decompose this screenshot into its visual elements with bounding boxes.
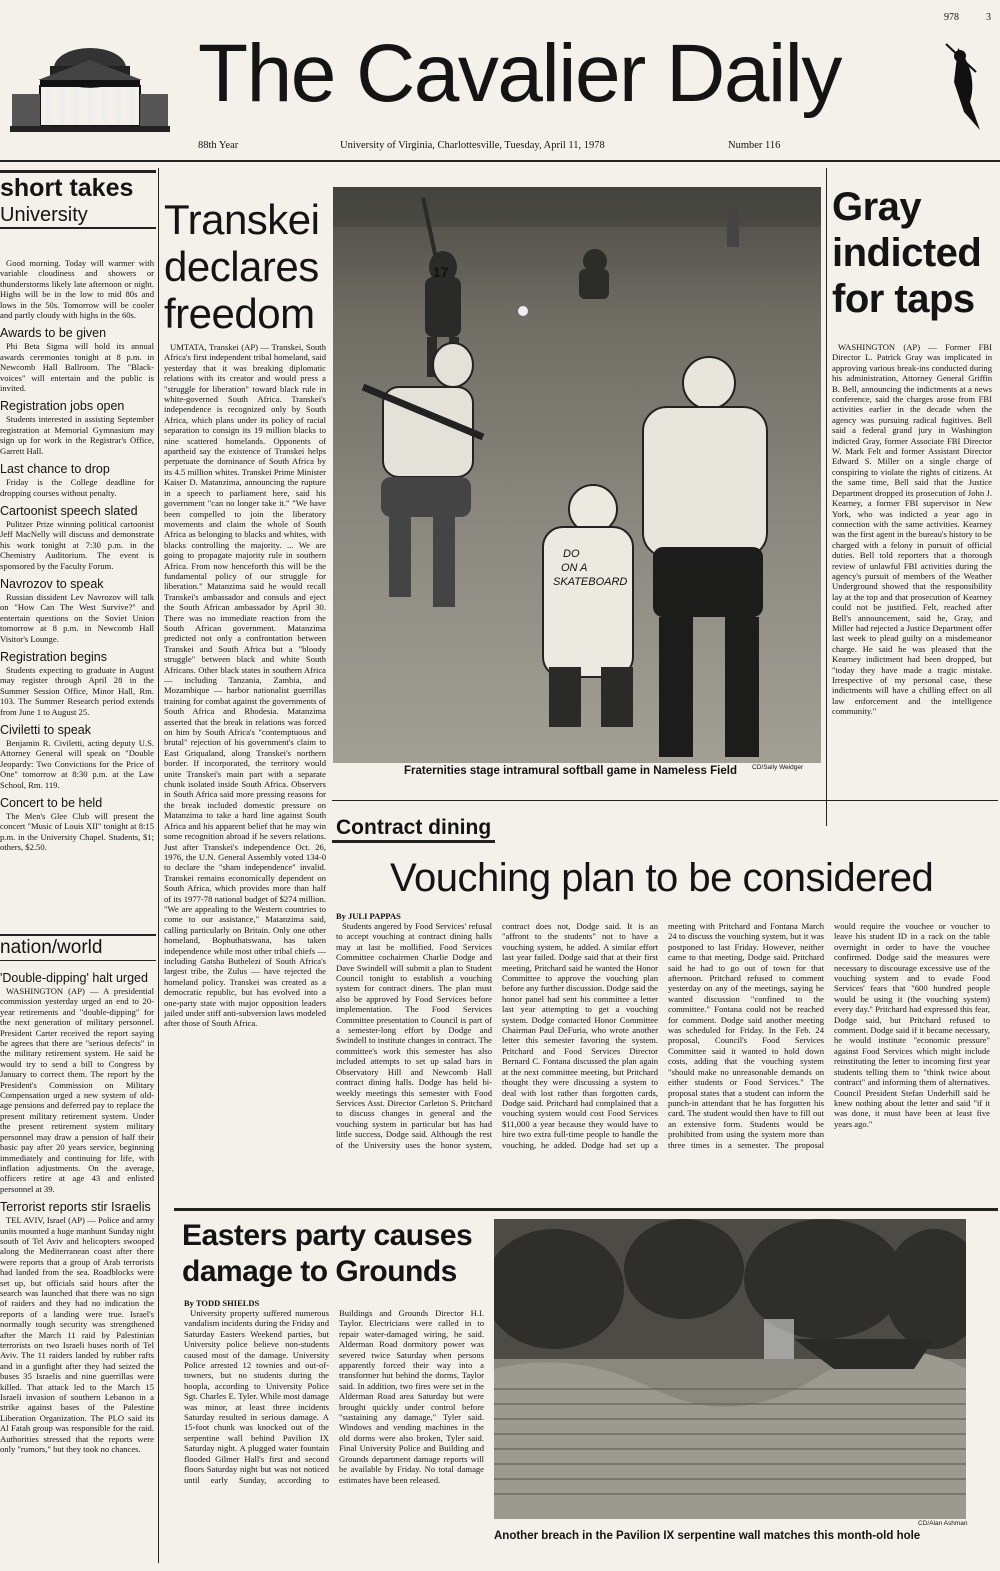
serpentine-wall-photo: [494, 1219, 966, 1519]
corner-page-digit: 3: [986, 12, 991, 23]
transkei-headline: Transkei declares freedom: [164, 196, 320, 337]
section-nation-world: nation/world: [0, 934, 156, 961]
nation-item-text: TEL AVIV, Israel (AP) — Police and army units mounted a huge manhunt Sunday night south of Tel Aviv and helicopters swooped along the Mediterranean coast after there were reports that a group of Arab terrorists had landed from the sea. Roadblocks were set up, but officials said hours after the search was launched that there was no sign of raiders and they had no indication the reports of a landing were true. Israel's normally tough security was strengthened after the March 11 raid by Palestinian terrorists on two Israeli buses north of Tel Aviv. The 11 raiders landed by rubber rafts and in a gunfight after they had seized the buses 35 Israelis and nine guerrillas were killed. That attack led to the March 15 Israeli invasion of southern Lebanon in a strike against bases of the Palestine Liberation Organization. The PLO said its Al Fatah group was responsible for the raid. Authorities stressed that the reports were only "rumors," but they took no chances.: [0, 1215, 154, 1455]
softball-photo-caption: Fraternities stage intramural softball game in Nameless Field: [404, 765, 737, 777]
short-take-text: The Men's Glee Club will present the concert "Music of Louis XII" tonight at 8:15 p.m. in the University Chapel. Students, $1; others, $2.50.: [0, 811, 154, 853]
softball-photo: [333, 187, 821, 763]
gray-story-body: [832, 342, 992, 814]
short-take-text: Benjamin R. Civiletti, acting deputy U.S. Attorney General will speak on "Double Jeopardy: Two Convictions for the Price of One" tomorrow at 8:30 p.m. at the Law School, Rm. 119.: [0, 738, 154, 790]
short-take-heading: Cartoonist speech slated: [0, 503, 138, 518]
contract-dining-text: Students angered by Food Services' refusal to accept vouching at contract dining halls may at last be mollified. Food Services Committee cochairmen Charlie Dodge and Dave Swindell will submit a plan to Student Council tonight to establish a vouching system for contract diners. The plan must also be approved by Food Services before implementation. The Food Services Committee presentation to Council is part of a semester-long effort by Dodge and Swindell to institute changes in contract. The committee's work this semester has also included attempts to set up salad bars in Observatory Hill and Newcomb Hall contract dining halls. Dodge has held bi-weekly meetings this semester with Food Services Asst. Director Carleton S. Pritchard to discuss changes in general and the vouching system in particular but has had little success, Dodge said. Although the rest of the University uses the honor system, contract does not, Dodge said. It is an "affront to the students" not to have a vouching system, he added. A similar effort last year failed. Dodge said that at their first meeting, Pritchard said he wanted the Honor Committee to approve the vouching plan before any further discussion. Dodge said the honor panel had sent his committee a letter last year attempting to get a vouching system. Dodge contacted Honor Committee Chairman Paul DeFuria, who wrote another letter this semester favoring the system. Pritchard and Food Services Director Bernard C. Fontana discussed the plan again at the next committee meeting, but Pritchard thought they were discussing a system to deal with lost rather than forgotten cards, Dodge said. Pritchard had complained that a vouching system would cost Food Services $11,000 a year because they would have to hire two extra full-time people to handle the vouching, he added. Dodge had set up a meeting with Pritchard and Fontana March 24 to discuss the vouching system, but it was postponed to last Friday. However, neither came to that meeting, Dodge said. Pritchard said he had to go out of town for that afternoon. Pritchard refused to comment yesterday on any of the meetings, saying he wanted discussion "confined to the committee." Fontana could not be reached for comment. Dodge said another meeting was scheduled for Friday. In the Feb. 24 proposal, Council's Food Services Committee said it wanted to hold down costs, adding that the vouching system "should make no unreasonable demands on either students or Food Services." The proposal states that a student can inform the punch-in attendant that he has forgotten his card. The student would then have to fill out an extensive form. Students would be prohibited from using the system more than three times in a semester. The proposal would require the vouchee or voucher to leave his student ID in a rack on the table overnight in order to have the vouchee confirmed. Dodge said the measures were necessary to discourage excessive use of the vouching system and to evade Food Services' fears that "600 hundred people would be using it (the vouching system) every day." Pritchard had expressed this fear, Dodge said, but Pritchard refused to comment. Dodge said if it became necessary, he would institute "economic pressure" against Food Services which might include reinstituting the letter to incoming first year students telling them to "think twice about contract" and informing them of alternatives. Council President Stefan Underhill said he knew nothing about the letter and said "if it was done, it must have been at least five years ago.": [336, 921, 990, 1150]
rotunda-logo: [10, 44, 170, 134]
masthead-year: 88th Year: [198, 140, 239, 151]
gray-story-text: WASHINGTON (AP) — Former FBI Director L. Patrick Gray was implicated in approving various break-ins conducted during his administration, Attorney General Griffin B. Bell, announcing the indictments at a news conference, said the charges arose from FBI activities earlier in the decade when the agency was pursuing radical fugitives. Bell said a federal grand jury in Washington indicted Gray, former Associate FBI Director W. Mark Felt and former Assistant Director Edward S. Miller on a single charge of conspiring to violate the rights of citizens. At the same time, Bell said that the Justice Department dropped its prosecution of John J. Kearney, a former FBI supervisor in New York, who was indicted a year ago in connection with the same activities. Kearney was the first agent in the bureau's history to be charged with a felony in pursuit of official duties. Bell told reporters that a thorough review of unlawful FBI activities during the agency's pursuit of members of the Weather Underground showed that the responsibility lay at the top and that prosecution of Kearney could not be justified. Felt, reached after Bell's announcement, said he, Gray, and Miller had rejected a Justice Department offer last week to plead guilty on a misdemeanor charge. He said he was pleased that the Kearney indictment had been dropped, but "today they have made a tragic mistake. Irrespective of my personal case, these indictments will have a chilling effect on all law enforcement and the intelligence community.": [832, 342, 992, 717]
short-take-heading: Registration jobs open: [0, 399, 125, 414]
wall-photo-credit: CD/Alan Ashman: [918, 1520, 968, 1527]
easters-byline: By TODD SHIELDS: [184, 1298, 260, 1308]
softball-photo-scene: [333, 187, 821, 763]
short-take-text: Good morning. Today will warmer with variable cloudiness and showers or thunderstorms likely late afternoon or night. Highs will be in the low to mid 80s and lows in the 50s. Tomorrow will be cooler and partly cloudy with highs in the 60s.: [0, 258, 154, 321]
short-take-text: Russian dissident Lev Navrozov will talk on "How Can The West Survive?" and entertain questions on the Soviet Union tomorrow at 8 p.m. in Newcomb Hall Visitor's Lounge.: [0, 591, 154, 644]
short-takes-university-items: [0, 258, 154, 948]
contract-dining-kicker: Contract dining: [332, 816, 495, 843]
short-take-heading: Civiletti to speak: [0, 723, 92, 737]
jersey-number: 17: [433, 264, 449, 280]
short-takes-divider: [158, 168, 159, 1563]
short-take-heading: Registration begins: [0, 649, 108, 664]
masthead-rule: [0, 160, 1000, 162]
short-take-text: Friday is the College deadline for dropping courses without penalty.: [0, 477, 154, 498]
contract-dining-top-rule: [332, 800, 998, 801]
shirt-text-line-1: DO: [563, 548, 580, 560]
easters-top-rule: [174, 1208, 998, 1211]
short-take-text: Pulitzer Prize winning political cartoonist Jeff MacNelly will discuss and demonstrate his work tonight at 7:30 p.m. in the Chemistry Auditorium. The event is sponsored by the Faculty Forum.: [0, 518, 154, 571]
easters-headline: Easters party causes damage to Grounds: [182, 1219, 473, 1288]
nation-item-heading: Terrorist reports stir Israelis: [0, 1200, 151, 1215]
contract-dining-byline: By JULI PAPPAS: [336, 911, 401, 921]
short-takes-column: [0, 170, 160, 229]
contract-dining-body: [336, 921, 990, 1207]
short-takes-nation-items: [0, 965, 154, 1555]
short-takes-title: short takes: [0, 174, 134, 202]
softball-photo-credit: CD/Sally Weidger: [752, 764, 804, 771]
shirt-text-line-3: SKATEBOARD: [553, 576, 628, 588]
gray-headline: Gray indicted for taps: [832, 185, 982, 321]
contract-dining-headline: Vouching plan to be considered: [390, 856, 934, 900]
wall-photo-caption: Another breach in the Pavilion IX serpentine wall matches this month-old hole: [494, 1530, 921, 1542]
easters-text: University property suffered numerous vandalism incidents during the Friday and Saturday Easters Weekend parties, but University police believe non-students caused most of the damage. University Police arrested 12 townies and out-of-towners, but no students during the hoopla, according to University Police Sgt. Charles E. Tyler. While most damage was minor, at least three incidents Saturday resulted in serious damage. A 15-foot chunk was knocked out of the serpentine wall behind Pavilion IX Saturday night. A plugged water fountain flooded Gilmer Hall's first and second floors Saturday night but was not noticed until early Sunday, according to Buildings and Grounds Director H.I. Taylor. Electricians were called in to repair water-damaged wiring, he said. Alderman Road dormitory power was severed twice Saturday when persons apparently forced their way into a transformer hut behind the dorms, Taylor said. In addition, two fires were set in the Alderman Road area Saturday but were brought quickly under control before "sustaining any damage," Tyler said. Windows and vending machines in the old dorms were also broken, Tyler said. Final University Police and Building and Grounds department damage reports will be available by Friday. No total damage estimates have been released.: [184, 1308, 484, 1485]
short-take-heading: Awards to be given: [0, 326, 107, 341]
nation-item-heading: 'Double-dipping' halt urged: [0, 971, 148, 985]
masthead-issue-number: Number 116: [728, 140, 781, 151]
section-university: University: [0, 203, 156, 229]
short-take-text: Students expecting to graduate in August may register through April 28 in the Summer Session Office, Minor Hall, Rm. 103. The Summer Research period extends from June 1 to August 25.: [0, 664, 154, 717]
nation-item-text: WASHINGTON (AP) — A presidential commission yesterday urged an end to 20-year retirements and "double-dipping" for the next generation of military personnel. President Carter received the report saying he agrees that there are "serious defects" in the military retirement system. He said he would try to send a bill to Congress by January to correct them. The report by the President's Commission on Military Compensation urged a new system of old-age pensions and deferred pay to replace the present military retirement system. Under the present retirement system military personnel may draw a pension of half their basic pay after 20 years service, beginning immediately and continuing for life, with inflation adjustments. On the average, officers retire at age 43 and enlisted personnel at 39.: [0, 986, 154, 1194]
short-take-heading: Navrozov to speak: [0, 576, 104, 591]
corner-page-mark: 978: [944, 12, 959, 23]
short-take-heading: Concert to be held: [0, 796, 103, 811]
short-take-text: Students interested in assisting September registration at Memorial Gymnasium may sign up for work in the Registrar's Office, Garrett Hall.: [0, 414, 154, 456]
gray-divider: [826, 168, 827, 826]
short-takes-top-rule: [0, 170, 156, 173]
shirt-text-line-2: ON A: [561, 562, 588, 574]
masthead-title: The Cavalier Daily: [198, 28, 841, 119]
short-take-heading: Last chance to drop: [0, 462, 110, 477]
serpentine-wall-scene: [494, 1219, 966, 1519]
short-take-text: Phi Beta Sigma will hold its annual awards ceremonies tonight at 8 p.m. in Newcomb Hall Ballroom. The "Black-voices" will entertain and the public is invited.: [0, 341, 154, 394]
masthead-dateline: University of Virginia, Charlottesville, Tuesday, April 11, 1978: [340, 140, 605, 151]
cavalier-mascot-logo: [940, 42, 988, 134]
transkei-story-text: UMTATA, Transkei (AP) — Transkei, South Africa's first independent tribal homeland, said yesterday that it was breaking diplomatic relations with its creator and would press a "struggle for liberation" toward black rule in white-governed South Africa. Transkei's independence is recognized only by South Africa, which plans under its policy of racial separation to consign its 19 million blacks to nine scattered homelands. Opponents of apartheid say the existence of Transkei helps perpetuate the dominance of South Africa by its 4.5 million whites. Transkei Prime Minister Kaiser D. Matanzima, announcing the rupture in a speech to parliament here, said his government "can no longer take it." "We have been compelled to join the liberatory movements and claim the whole of South Africa as belonging to blacks and whites, with blacks controlling the majority. ... We are going to propagate majority rule in southern Africa. From now henceforth this will be the fundamental policy of our struggle for liberation." Matanzima said he would recall Transkei's ambassador and consuls and eject the South African ambassador by April 30. There was no immediate reaction from the South African government. Matanzima predicted not only a confrontation between Transkei and South Africa but a "bloody struggle" between black and white South Africans. Other black states in southern Africa — including Tanzania, Zambia, and Mozambique — harbor nationalist guerrillas training for combat against the governments of South Africa and Rhodesia. Matanzima asserted that the break in relations was forced on him by South Africa's "contemptuous and brutal" rejection of his government's claim to East Griqualand, along Transkei's northern border. If incorporated, the territory would unite Transkei's main part with a separate chunk isolated inside South Africa. Observers in South Africa said more pressing reasons for the break included domestic pressure on Matanzima to take a hard line against South Africa and his apparent belief that he may win some recognition abroad if he severs relations. Just after Transkei's independence Oct. 26, 1976, the U.N. General Assembly voted 134-0 to declare the "sham independence" invalid. Transkei remains economically dependent on South Africa, which provides more than half of its 1977-78 national budget of $274 million. "We are appealing to the Western countries to come to our assistance," Matanzima said, calling particularly on Britain. Only one other homeland, Bophuthatswana, has taken independence while most other tribal chiefs — including Gatsha Buthelezi of South Africa's largest tribe, the Zulus — have rejected the homeland policy. Transkei was created as a democratic republic, but has evolved into a one-party state with major opposition leaders jailed under stiff anti-subversion laws modeled after those of South Africa.: [164, 342, 326, 1029]
easters-body: [184, 1308, 484, 1560]
